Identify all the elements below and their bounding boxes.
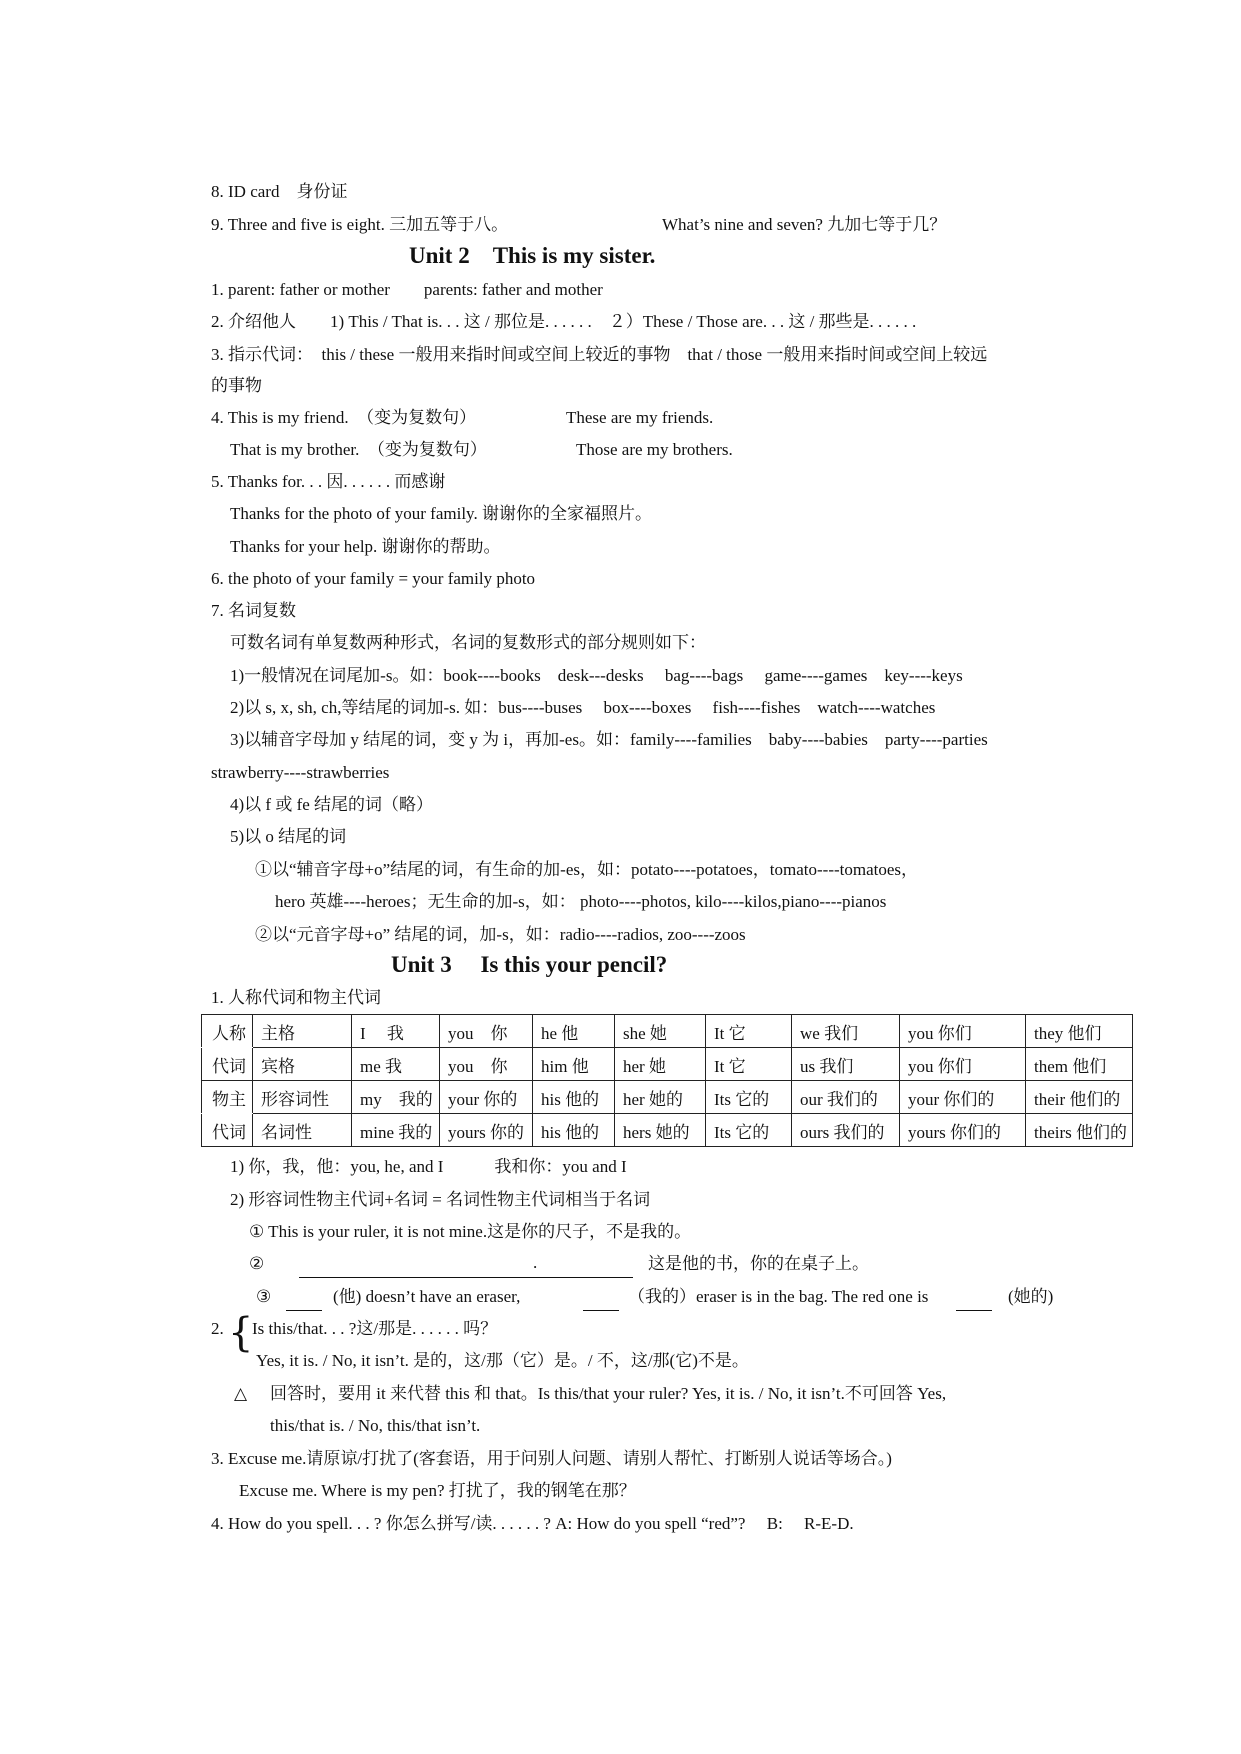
u3-item-1: 1. 人称代词和物主代词 [211, 988, 381, 1007]
answer-blank-my[interactable] [583, 1296, 619, 1311]
triangle-icon: △ [234, 1384, 248, 1403]
table-cell: your 你们的 [900, 1081, 1026, 1114]
table-cell: yours 你的 [440, 1114, 533, 1147]
table-cell: you 你们 [900, 1015, 1026, 1048]
table-cell: 主格 [253, 1015, 352, 1048]
line-8-id-card: 8. ID card 身份证 [211, 182, 348, 201]
brace-icon: { [228, 1310, 254, 1356]
u2-item-5: 5. Thanks for. . . 因. . . . . . 而感谢 [211, 472, 446, 491]
u3-note-2: 2) 形容词性物主代词+名词 = 名词性物主代词相当于名词 [230, 1190, 651, 1209]
table-cell: her 她 [615, 1048, 706, 1081]
u3-example-3-part-b: （我的）eraser is in the bag. The red one is [628, 1287, 929, 1306]
table-cell: mine 我的 [352, 1114, 440, 1147]
line-9-three-and-five: 9. Three and five is eight. 三加五等于八。 [211, 215, 509, 234]
u3-item-2-question: Is this/that. . . ?这/那是. . . . . . 吗？ [252, 1319, 498, 1338]
table-cell: It 它 [706, 1048, 792, 1081]
u2-item-4a-answer: These are my friends. [566, 408, 714, 427]
u2-rule-5-a: ①以“辅音字母+o”结尾的词，有生命的加-es，如：potato----potatoes，tomato----tomatoes， [255, 860, 919, 879]
table-cell: he 他 [533, 1015, 615, 1048]
table-cell: she 她 [615, 1015, 706, 1048]
u3-item-2-number: 2. [211, 1319, 224, 1338]
u2-item-5-example-2: Thanks for your help. 谢谢你的帮助。 [230, 537, 501, 556]
u2-item-6: 6. the photo of your family = your family photo [211, 569, 536, 588]
table-cell: her 她的 [615, 1081, 706, 1114]
u2-rule-3: 3)以辅音字母加 y 结尾的词，变 y 为 i，再加-es。如：family----families baby----babies party----parties [230, 730, 988, 749]
group-label-possessive-top: 物主 [202, 1081, 253, 1114]
u2-item-3: 3. 指示代词： this / these 一般用来指时间或空间上较近的事物 that / those 一般用来指时间或空间上较远 [211, 345, 988, 364]
u2-item-2: 2. 介绍他人 1) This / That is. . . 这 / 那位是. . . . . . ２）These / Those are. . . 这 / 那些是. . . . . . [211, 312, 917, 331]
table-cell: I 我 [352, 1015, 440, 1048]
u2-rule-5-b: ②以“元音字母+o” 结尾的词，加-s，如：radio----radios, zoo----zoos [255, 925, 746, 944]
group-label-possessive-bottom: 代词 [202, 1114, 253, 1147]
line-9-nine-and-seven: What’s nine and seven? 九加七等于几？ [662, 215, 947, 234]
u2-item-3-cont: 的事物 [211, 376, 262, 395]
u2-rule-1: 1)一般情况在词尾加-s。如：book----books desk---desks bag----bags game----games key----keys [230, 666, 963, 685]
table-cell: they 他们 [1026, 1015, 1133, 1048]
table-row [202, 1081, 1133, 1114]
table-cell: Its 它的 [706, 1081, 792, 1114]
answer-blank-hers[interactable] [956, 1296, 992, 1311]
blank-dot: . [533, 1253, 538, 1272]
unit2-title: Unit 2 This is my sister. [409, 243, 656, 268]
table-cell: you 你们 [900, 1048, 1026, 1081]
table-cell: 宾格 [253, 1048, 352, 1081]
table-cell: me 我 [352, 1048, 440, 1081]
table-cell: 形容词性 [253, 1081, 352, 1114]
u3-example-3-part-c: (她的) [1008, 1287, 1054, 1306]
table-cell: our 我们的 [792, 1081, 900, 1114]
u3-item-2-note-cont: this/that is. / No, this/that isn’t. [270, 1416, 481, 1435]
table-row [202, 1048, 1133, 1081]
table-cell: theirs 他们的 [1026, 1114, 1133, 1147]
u3-item-2-note: 回答时，要用 it 来代替 this 和 that。Is this/that your ruler? Yes, it is. / No, it isn’t.不可回答 Yes, [270, 1384, 947, 1403]
table-cell: them 他们 [1026, 1048, 1133, 1081]
u2-rule-5: 5)以 o 结尾的词 [230, 827, 347, 846]
table-cell: us 我们 [792, 1048, 900, 1081]
u3-item-4: 4. How do you spell. . . ? 你怎么拼写/读. . . . . . ? A: How do you spell “red”? B: R-E-D. [211, 1514, 854, 1533]
table-cell: 名词性 [253, 1114, 352, 1147]
u3-example-3-part-a: (他) doesn’t have an eraser, [333, 1287, 521, 1306]
u3-item-2-answer: Yes, it is. / No, it isn’t. 是的，这/那（它）是。/ 不，这/那(它)不是。 [256, 1351, 749, 1370]
u2-item-1: 1. parent: father or mother parents: father and mother [211, 280, 603, 299]
table-row [202, 1114, 1133, 1147]
table-cell: we 我们 [792, 1015, 900, 1048]
u3-item-3: 3. Excuse me.请原谅/打扰了(客套语，用于问别人问题、请别人帮忙、打断别人说话等场合。) [211, 1449, 892, 1468]
u3-example-2-text: 这是他的书，你的在桌子上。 [648, 1254, 869, 1273]
u2-rule-3-cont: strawberry----strawberries [211, 763, 390, 782]
u2-rule-2: 2)以 s, x, sh, ch,等结尾的词加-s. 如：bus----buses box----boxes fish----fishes watch----watches [230, 698, 936, 717]
table-cell: ours 我们的 [792, 1114, 900, 1147]
unit3-title: Unit 3 Is this your pencil? [391, 952, 668, 977]
table-row [202, 1015, 1133, 1048]
table-cell: my 我的 [352, 1081, 440, 1114]
u2-rule-5-a-cont: hero 英雄----heroes；无生命的加-s，如： photo----photos, kilo----kilos,piano----pianos [275, 892, 887, 911]
u3-item-3-example: Excuse me. Where is my pen? 打扰了，我的钢笔在那？ [239, 1481, 636, 1500]
group-label-personal-bottom: 代词 [202, 1048, 253, 1081]
u3-example-3-number: ③ [256, 1287, 272, 1306]
u2-item-7-intro: 可数名词有单复数两种形式，名词的复数形式的部分规则如下： [230, 633, 706, 652]
table-cell: their 他们的 [1026, 1081, 1133, 1114]
answer-blank-he[interactable] [286, 1296, 322, 1311]
table-cell: you 你 [440, 1048, 533, 1081]
answer-blank[interactable] [299, 1263, 633, 1278]
group-label-personal-top: 人称 [202, 1015, 253, 1048]
table-cell: you 你 [440, 1015, 533, 1048]
pronoun-table [201, 1014, 1133, 1147]
table-cell: his 他的 [533, 1114, 615, 1147]
u2-item-5-example-1: Thanks for the photo of your family. 谢谢你的全家福照片。 [230, 504, 652, 523]
u3-note-1: 1) 你，我，他：you, he, and I 我和你：you and I [230, 1157, 627, 1176]
table-cell: his 他的 [533, 1081, 615, 1114]
u2-item-4b: That is my brother. （变为复数句） [230, 440, 487, 459]
table-cell: him 他 [533, 1048, 615, 1081]
u3-example-2-number: ② [249, 1254, 265, 1273]
table-cell: your 你的 [440, 1081, 533, 1114]
table-cell: hers 她的 [615, 1114, 706, 1147]
table-cell: Its 它的 [706, 1114, 792, 1147]
u2-item-4a: 4. This is my friend. （变为复数句） [211, 408, 477, 427]
table-cell: It 它 [706, 1015, 792, 1048]
u2-item-4b-answer: Those are my brothers. [576, 440, 733, 459]
table-cell: yours 你们的 [900, 1114, 1026, 1147]
u2-rule-4: 4)以 f 或 fe 结尾的词（略） [230, 795, 434, 814]
u3-example-1: ① This is your ruler, it is not mine.这是你的尺子，不是我的。 [249, 1222, 692, 1241]
u2-item-7: 7. 名词复数 [211, 601, 296, 620]
